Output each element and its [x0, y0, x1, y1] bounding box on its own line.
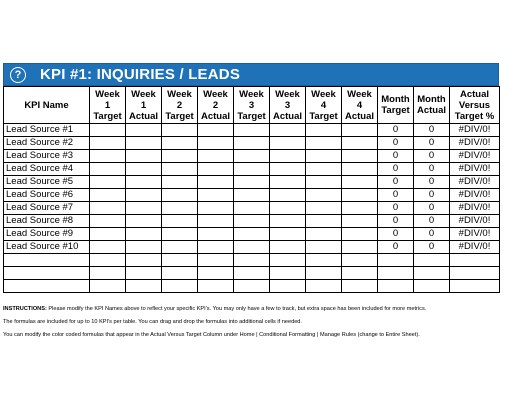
- table-row: [4, 163, 500, 176]
- weekly-cell[interactable]: [126, 150, 162, 163]
- kpi-table: [3, 86, 500, 293]
- weekly-cell[interactable]: [90, 228, 126, 241]
- weekly-cell[interactable]: [270, 241, 306, 254]
- weekly-cell[interactable]: [126, 267, 162, 280]
- pct-cell[interactable]: #DIV/0!: [450, 241, 500, 254]
- month-target-cell[interactable]: 0: [378, 202, 414, 215]
- weekly-cell[interactable]: [126, 241, 162, 254]
- month-target-cell[interactable]: [378, 280, 414, 293]
- weekly-cell[interactable]: [270, 124, 306, 137]
- kpi-name-cell[interactable]: Lead Source #2: [4, 137, 90, 150]
- weekly-cell[interactable]: [162, 176, 198, 189]
- month-target-cell[interactable]: [378, 254, 414, 267]
- month-actual-cell[interactable]: [414, 280, 450, 293]
- weekly-cell[interactable]: [90, 267, 126, 280]
- kpi-name-cell[interactable]: Lead Source #7: [4, 202, 90, 215]
- weekly-cell[interactable]: [306, 176, 342, 189]
- weekly-cell[interactable]: [342, 124, 378, 137]
- weekly-cell[interactable]: [162, 163, 198, 176]
- weekly-cell[interactable]: [270, 176, 306, 189]
- weekly-cell[interactable]: [234, 202, 270, 215]
- month-target-cell[interactable]: 0: [378, 176, 414, 189]
- weekly-cell[interactable]: [198, 163, 234, 176]
- header-cell[interactable]: Week 4 Actual: [342, 87, 378, 124]
- kpi-name-cell[interactable]: Lead Source #9: [4, 228, 90, 241]
- weekly-cell[interactable]: [162, 189, 198, 202]
- weekly-cell[interactable]: [162, 228, 198, 241]
- instructions-text-1: Please modify the KPI Names above to reflect your specific KPI's. You may only have a few to track, but extra space has been included for more metrics.: [48, 306, 427, 312]
- kpi-name-cell[interactable]: Lead Source #5: [4, 176, 90, 189]
- kpi-name-cell[interactable]: Lead Source #1: [4, 124, 90, 137]
- header-cell[interactable]: Week 3 Target: [234, 87, 270, 124]
- month-target-cell[interactable]: 0: [378, 228, 414, 241]
- pct-cell[interactable]: #DIV/0!: [450, 228, 500, 241]
- table-row: [4, 176, 500, 189]
- weekly-cell[interactable]: [90, 137, 126, 150]
- month-actual-cell[interactable]: 0: [414, 241, 450, 254]
- weekly-cell[interactable]: [90, 176, 126, 189]
- weekly-cell[interactable]: [126, 189, 162, 202]
- weekly-cell[interactable]: [234, 267, 270, 280]
- weekly-cell[interactable]: [198, 176, 234, 189]
- weekly-cell[interactable]: [342, 267, 378, 280]
- weekly-cell[interactable]: [198, 124, 234, 137]
- weekly-cell[interactable]: [306, 163, 342, 176]
- weekly-cell[interactable]: [198, 241, 234, 254]
- kpi-name-cell[interactable]: Lead Source #10: [4, 241, 90, 254]
- month-target-cell[interactable]: 0: [378, 241, 414, 254]
- weekly-cell[interactable]: [234, 150, 270, 163]
- pct-cell[interactable]: [450, 280, 500, 293]
- weekly-cell[interactable]: [234, 124, 270, 137]
- kpi-title: KPI #1: INQUIRIES / LEADS: [40, 66, 241, 83]
- weekly-cell[interactable]: [342, 176, 378, 189]
- weekly-cell[interactable]: [342, 150, 378, 163]
- weekly-cell[interactable]: [198, 202, 234, 215]
- weekly-cell[interactable]: [306, 202, 342, 215]
- month-target-cell[interactable]: 0: [378, 215, 414, 228]
- weekly-cell[interactable]: [342, 280, 378, 293]
- month-actual-cell[interactable]: 0: [414, 202, 450, 215]
- kpi-name-cell[interactable]: [4, 280, 90, 293]
- pct-cell[interactable]: #DIV/0!: [450, 215, 500, 228]
- weekly-cell[interactable]: [198, 137, 234, 150]
- weekly-cell[interactable]: [198, 189, 234, 202]
- weekly-cell[interactable]: [198, 267, 234, 280]
- weekly-cell[interactable]: [306, 280, 342, 293]
- weekly-cell[interactable]: [234, 215, 270, 228]
- month-target-cell[interactable]: 0: [378, 150, 414, 163]
- weekly-cell[interactable]: [234, 241, 270, 254]
- weekly-cell[interactable]: [90, 254, 126, 267]
- weekly-cell[interactable]: [90, 150, 126, 163]
- pct-cell[interactable]: #DIV/0!: [450, 124, 500, 137]
- weekly-cell[interactable]: [342, 228, 378, 241]
- weekly-cell[interactable]: [306, 241, 342, 254]
- weekly-cell[interactable]: [234, 163, 270, 176]
- weekly-cell[interactable]: [90, 241, 126, 254]
- weekly-cell[interactable]: [162, 124, 198, 137]
- pct-cell[interactable]: #DIV/0!: [450, 163, 500, 176]
- instructions-line-3: You can modify the color coded formulas that appear in the Actual Versus Target Column under Home | Conditional Formatting | Manage Rules (change to Entire Sheet).: [3, 332, 420, 338]
- instructions-line-2: The formulas are included for up to 10 KPI's per table. You can drag and drop the formulas into additional cells if needed.: [3, 319, 302, 325]
- month-target-cell[interactable]: 0: [378, 163, 414, 176]
- month-actual-cell[interactable]: [414, 254, 450, 267]
- weekly-cell[interactable]: [234, 176, 270, 189]
- weekly-cell[interactable]: [162, 150, 198, 163]
- header-cell[interactable]: Week 1 Target: [90, 87, 126, 124]
- weekly-cell[interactable]: [162, 137, 198, 150]
- weekly-cell[interactable]: [234, 189, 270, 202]
- weekly-cell[interactable]: [342, 254, 378, 267]
- weekly-cell[interactable]: [270, 202, 306, 215]
- table-body: [4, 124, 500, 293]
- month-target-cell[interactable]: 0: [378, 124, 414, 137]
- weekly-cell[interactable]: [162, 202, 198, 215]
- month-actual-cell[interactable]: [414, 267, 450, 280]
- weekly-cell[interactable]: [306, 228, 342, 241]
- weekly-cell[interactable]: [270, 228, 306, 241]
- weekly-cell[interactable]: [234, 254, 270, 267]
- weekly-cell[interactable]: [342, 189, 378, 202]
- weekly-cell[interactable]: [306, 124, 342, 137]
- weekly-cell[interactable]: [90, 280, 126, 293]
- table-row: [4, 189, 500, 202]
- weekly-cell[interactable]: [198, 280, 234, 293]
- month-actual-cell[interactable]: 0: [414, 228, 450, 241]
- month-target-cell[interactable]: 0: [378, 137, 414, 150]
- month-actual-cell[interactable]: 0: [414, 176, 450, 189]
- weekly-cell[interactable]: [234, 137, 270, 150]
- help-icon[interactable]: ?: [10, 67, 26, 83]
- weekly-cell[interactable]: [90, 215, 126, 228]
- weekly-cell[interactable]: [162, 280, 198, 293]
- weekly-cell[interactable]: [342, 137, 378, 150]
- weekly-cell[interactable]: [306, 254, 342, 267]
- pct-cell[interactable]: #DIV/0!: [450, 137, 500, 150]
- table-row: [4, 241, 500, 254]
- pct-cell[interactable]: [450, 254, 500, 267]
- instructions-label: INSTRUCTIONS:: [3, 306, 47, 312]
- weekly-cell[interactable]: [198, 254, 234, 267]
- kpi-name-cell[interactable]: Lead Source #8: [4, 215, 90, 228]
- month-target-cell[interactable]: [378, 267, 414, 280]
- weekly-cell[interactable]: [234, 228, 270, 241]
- header-cell[interactable]: Week 4 Target: [306, 87, 342, 124]
- table-row: [4, 267, 500, 280]
- weekly-cell[interactable]: [270, 137, 306, 150]
- header-row: [4, 87, 500, 124]
- header-cell[interactable]: Month Actual: [414, 87, 450, 124]
- weekly-cell[interactable]: [342, 202, 378, 215]
- weekly-cell[interactable]: [270, 267, 306, 280]
- kpi-name-cell[interactable]: Lead Source #3: [4, 150, 90, 163]
- weekly-cell[interactable]: [90, 163, 126, 176]
- weekly-cell[interactable]: [198, 228, 234, 241]
- weekly-cell[interactable]: [162, 254, 198, 267]
- table-row: [4, 280, 500, 293]
- weekly-cell[interactable]: [90, 202, 126, 215]
- weekly-cell[interactable]: [306, 150, 342, 163]
- weekly-cell[interactable]: [162, 241, 198, 254]
- weekly-cell[interactable]: [306, 215, 342, 228]
- month-target-cell[interactable]: 0: [378, 189, 414, 202]
- weekly-cell[interactable]: [198, 215, 234, 228]
- header-cell[interactable]: Week 2 Target: [162, 87, 198, 124]
- instructions-line-1: [3, 305, 509, 313]
- weekly-cell[interactable]: [126, 124, 162, 137]
- weekly-cell[interactable]: [126, 163, 162, 176]
- table-row: [4, 150, 500, 163]
- kpi-name-cell[interactable]: [4, 254, 90, 267]
- header-cell[interactable]: Actual Versus Target %: [450, 87, 500, 124]
- weekly-cell[interactable]: [234, 280, 270, 293]
- weekly-cell[interactable]: [306, 137, 342, 150]
- weekly-cell[interactable]: [270, 189, 306, 202]
- weekly-cell[interactable]: [126, 215, 162, 228]
- header-cell[interactable]: Month Target: [378, 87, 414, 124]
- table-row: [4, 137, 500, 150]
- weekly-cell[interactable]: [162, 215, 198, 228]
- weekly-cell[interactable]: [342, 241, 378, 254]
- weekly-cell[interactable]: [270, 163, 306, 176]
- month-actual-cell[interactable]: 0: [414, 124, 450, 137]
- table-row: [4, 215, 500, 228]
- kpi-name-cell[interactable]: [4, 267, 90, 280]
- weekly-cell[interactable]: [126, 254, 162, 267]
- weekly-cell[interactable]: [90, 124, 126, 137]
- pct-cell[interactable]: [450, 267, 500, 280]
- table-row: [4, 228, 500, 241]
- weekly-cell[interactable]: [306, 189, 342, 202]
- header-kpi-name[interactable]: KPI Name: [4, 87, 90, 124]
- weekly-cell[interactable]: [126, 280, 162, 293]
- kpi-name-cell[interactable]: Lead Source #6: [4, 189, 90, 202]
- weekly-cell[interactable]: [270, 150, 306, 163]
- month-actual-cell[interactable]: 0: [414, 163, 450, 176]
- table-row: [4, 202, 500, 215]
- month-actual-cell[interactable]: 0: [414, 215, 450, 228]
- month-actual-cell[interactable]: 0: [414, 137, 450, 150]
- month-actual-cell[interactable]: 0: [414, 150, 450, 163]
- pct-cell[interactable]: #DIV/0!: [450, 202, 500, 215]
- table-row: [4, 124, 500, 137]
- weekly-cell[interactable]: [270, 254, 306, 267]
- weekly-cell[interactable]: [306, 267, 342, 280]
- weekly-cell[interactable]: [342, 163, 378, 176]
- kpi-sheet: [3, 63, 499, 293]
- weekly-cell[interactable]: [198, 150, 234, 163]
- weekly-cell[interactable]: [270, 215, 306, 228]
- weekly-cell[interactable]: [90, 189, 126, 202]
- weekly-cell[interactable]: [126, 202, 162, 215]
- weekly-cell[interactable]: [270, 280, 306, 293]
- weekly-cell[interactable]: [162, 267, 198, 280]
- pct-cell[interactable]: #DIV/0!: [450, 189, 500, 202]
- weekly-cell[interactable]: [126, 228, 162, 241]
- weekly-cell[interactable]: [126, 176, 162, 189]
- header-cell[interactable]: Week 3 Actual: [270, 87, 306, 124]
- month-actual-cell[interactable]: 0: [414, 189, 450, 202]
- pct-cell[interactable]: #DIV/0!: [450, 176, 500, 189]
- weekly-cell[interactable]: [342, 215, 378, 228]
- table-row: [4, 254, 500, 267]
- kpi-banner: [3, 63, 499, 86]
- weekly-cell[interactable]: [126, 137, 162, 150]
- pct-cell[interactable]: #DIV/0!: [450, 150, 500, 163]
- instructions: [3, 305, 509, 344]
- header-cell[interactable]: Week 1 Actual: [126, 87, 162, 124]
- kpi-name-cell[interactable]: Lead Source #4: [4, 163, 90, 176]
- header-cell[interactable]: Week 2 Actual: [198, 87, 234, 124]
